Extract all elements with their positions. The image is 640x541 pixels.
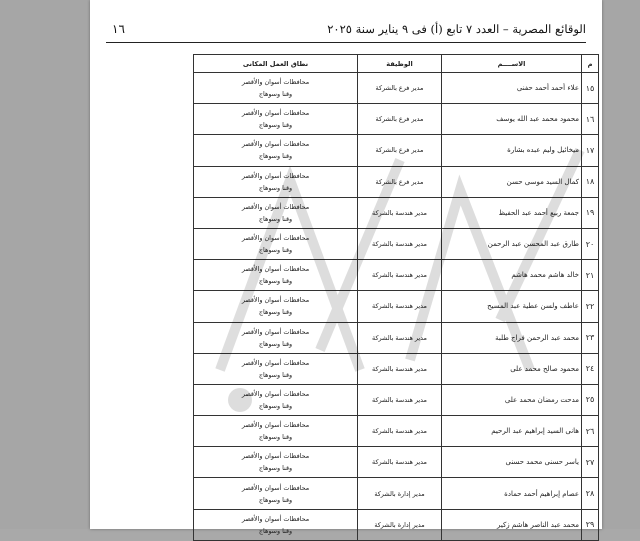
row-number: ١٥	[582, 73, 599, 104]
row-number: ٢٤	[582, 353, 599, 384]
work-scope	[194, 353, 358, 384]
work-scope-line-2: وقنا وسوهاج	[258, 152, 293, 161]
work-scope-line-2: وقنا وسوهاج	[258, 339, 293, 348]
column-header-number: م	[582, 55, 599, 73]
page-number: ١٦	[112, 22, 125, 36]
work-scope	[194, 384, 358, 415]
row-number: ٢٧	[582, 447, 599, 478]
row-number: ٢٥	[582, 384, 599, 415]
work-scope-line-1: محافظات أسوان والأقصر	[241, 327, 310, 336]
work-scope	[194, 73, 358, 104]
job-title: مدير هندسة بالشركة	[358, 228, 442, 259]
row-number: ٢٣	[582, 322, 599, 353]
job-title: مدير هندسة بالشركة	[358, 416, 442, 447]
table-row	[194, 384, 599, 415]
row-number: ٢١	[582, 260, 599, 291]
employee-name: محمد عبد الناصر هاشم زكير	[442, 509, 582, 540]
table-row	[194, 166, 599, 197]
document-page[interactable]	[90, 0, 602, 535]
work-scope	[194, 197, 358, 228]
row-number: ١٩	[582, 197, 599, 228]
column-header-scope: نطاق العمل المكانى	[194, 55, 358, 73]
work-scope-line-1: محافظات أسوان والأقصر	[241, 514, 310, 523]
job-title: مدير هندسة بالشركة	[358, 447, 442, 478]
employee-name: ميخائيل وليم عبده بشارة	[442, 135, 582, 166]
employee-name: جمعة ربيع أحمد عبد الحفيظ	[442, 197, 582, 228]
work-scope-line-1: محافظات أسوان والأقصر	[241, 78, 310, 87]
job-title: مدير هندسة بالشركة	[358, 384, 442, 415]
row-number: ٢٩	[582, 509, 599, 540]
employee-name: خالد هاشم محمد هاشم	[442, 260, 582, 291]
work-scope-line-1: محافظات أسوان والأقصر	[241, 483, 310, 492]
table-row	[194, 260, 599, 291]
work-scope	[194, 135, 358, 166]
row-number: ٢٢	[582, 291, 599, 322]
work-scope-line-2: وقنا وسوهاج	[258, 495, 293, 504]
job-title: مدير فرع بالشركة	[358, 135, 442, 166]
work-scope-line-1: محافظات أسوان والأقصر	[241, 421, 310, 430]
work-scope-line-2: وقنا وسوهاج	[258, 183, 293, 192]
table-row	[194, 447, 599, 478]
work-scope-line-2: وقنا وسوهاج	[258, 277, 293, 286]
job-title: مدير فرع بالشركة	[358, 73, 442, 104]
column-header-job: الوظيفة	[358, 55, 442, 73]
work-scope-line-2: وقنا وسوهاج	[258, 308, 293, 317]
employee-name: محمد عبد الرحمن فراج طلبة	[442, 322, 582, 353]
employee-name: هانى السيد إبراهيم عبد الرحيم	[442, 416, 582, 447]
work-scope-line-1: محافظات أسوان والأقصر	[241, 358, 310, 367]
job-title: مدير هندسة بالشركة	[358, 322, 442, 353]
work-scope	[194, 291, 358, 322]
work-scope	[194, 322, 358, 353]
work-scope	[194, 228, 358, 259]
work-scope-line-1: محافظات أسوان والأقصر	[241, 452, 310, 461]
work-scope-line-2: وقنا وسوهاج	[258, 121, 293, 130]
row-number: ١٧	[582, 135, 599, 166]
work-scope-line-2: وقنا وسوهاج	[258, 90, 293, 99]
employee-name: عاطف ولسن عطية عبد المسيح	[442, 291, 582, 322]
table-row	[194, 478, 599, 509]
work-scope	[194, 166, 358, 197]
work-scope	[194, 509, 358, 540]
job-title: مدير فرع بالشركة	[358, 104, 442, 135]
table-row	[194, 197, 599, 228]
gazette-title: الوقائع المصرية – العدد ٧ تابع (أ) فى ٩ يناير سنة ٢٠٢٥	[327, 22, 586, 36]
job-title: مدير هندسة بالشركة	[358, 291, 442, 322]
column-header-name: الاســــم	[442, 55, 582, 73]
employee-name: ياسر حسنى محمد حسنى	[442, 447, 582, 478]
row-number: ٢٦	[582, 416, 599, 447]
table-row	[194, 135, 599, 166]
row-number: ٢٠	[582, 228, 599, 259]
job-title: مدير فرع بالشركة	[358, 166, 442, 197]
work-scope	[194, 260, 358, 291]
job-title: مدير إدارة بالشركة	[358, 509, 442, 540]
work-scope-line-2: وقنا وسوهاج	[258, 433, 293, 442]
work-scope-line-2: وقنا وسوهاج	[258, 214, 293, 223]
work-scope-line-2: وقنا وسوهاج	[258, 401, 293, 410]
row-number: ٢٨	[582, 478, 599, 509]
work-scope-line-1: محافظات أسوان والأقصر	[241, 234, 310, 243]
page-header	[106, 20, 586, 43]
row-number: ١٦	[582, 104, 599, 135]
work-scope	[194, 447, 358, 478]
table-row	[194, 416, 599, 447]
work-scope-line-1: محافظات أسوان والأقصر	[241, 296, 310, 305]
employee-name: مدحت رمضان محمد على	[442, 384, 582, 415]
table-row	[194, 353, 599, 384]
job-title: مدير هندسة بالشركة	[358, 353, 442, 384]
table-row	[194, 104, 599, 135]
table-row	[194, 73, 599, 104]
table-row	[194, 322, 599, 353]
table-row	[194, 228, 599, 259]
employee-name: عصام إبراهيم أحمد حمادة	[442, 478, 582, 509]
work-scope	[194, 478, 358, 509]
job-title: مدير هندسة بالشركة	[358, 197, 442, 228]
work-scope	[194, 416, 358, 447]
employee-name: كمال السيد موسى حسن	[442, 166, 582, 197]
employee-name: محمود محمد عبد الله يوسف	[442, 104, 582, 135]
job-title: مدير إدارة بالشركة	[358, 478, 442, 509]
work-scope-line-1: محافظات أسوان والأقصر	[241, 265, 310, 274]
work-scope-line-2: وقنا وسوهاج	[258, 246, 293, 255]
names-table	[193, 54, 599, 541]
work-scope-line-1: محافظات أسوان والأقصر	[241, 109, 310, 118]
work-scope	[194, 104, 358, 135]
employee-name: محمود صالح محمد على	[442, 353, 582, 384]
work-scope-line-2: وقنا وسوهاج	[258, 526, 293, 535]
table-row	[194, 509, 599, 540]
work-scope-line-1: محافظات أسوان والأقصر	[241, 389, 310, 398]
work-scope-line-2: وقنا وسوهاج	[258, 464, 293, 473]
employee-name: علاء أحمد أحمد حفنى	[442, 73, 582, 104]
employee-name: طارق عبد المحسن عبد الرحمن	[442, 228, 582, 259]
work-scope-line-1: محافظات أسوان والأقصر	[241, 202, 310, 211]
table-row	[194, 291, 599, 322]
table-header-row	[194, 55, 599, 73]
work-scope-line-1: محافظات أسوان والأقصر	[241, 140, 310, 149]
row-number: ١٨	[582, 166, 599, 197]
job-title: مدير هندسة بالشركة	[358, 260, 442, 291]
work-scope-line-1: محافظات أسوان والأقصر	[241, 171, 310, 180]
work-scope-line-2: وقنا وسوهاج	[258, 370, 293, 379]
